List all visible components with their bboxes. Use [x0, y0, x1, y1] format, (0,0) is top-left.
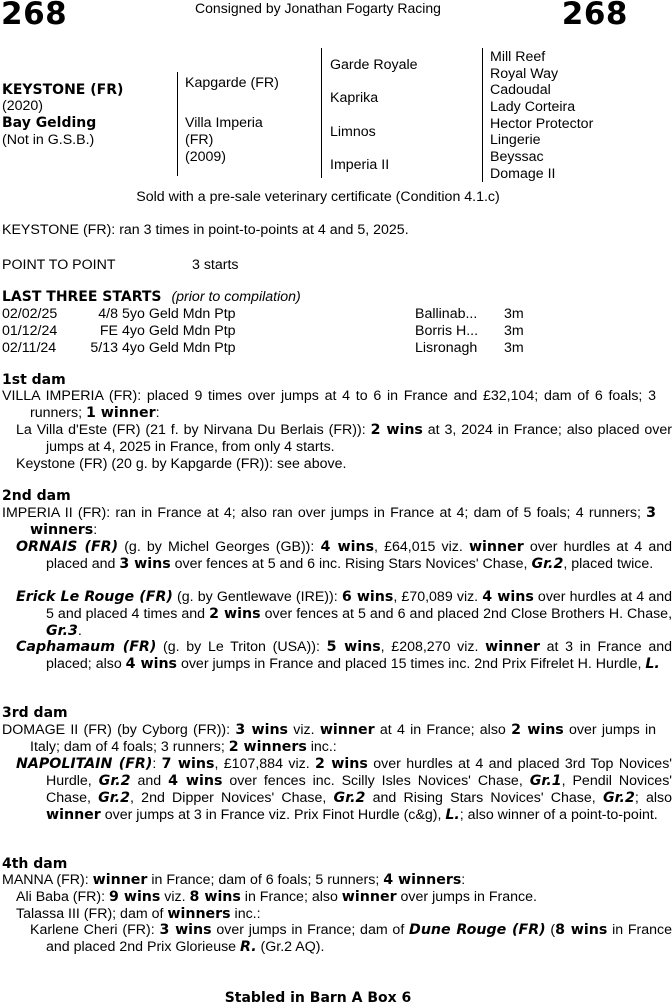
fourth-dam-main: MANNA (FR): winner in France; dam of 6 foals; 5 runners; 4 winners: — [2, 872, 466, 888]
fourth-dam-produce-1: Ali Baba (FR): 9 wins viz. 8 wins in France; also winner over jumps in France. — [16, 889, 537, 905]
pedigree-gen4-3: Cadoudal — [490, 82, 551, 98]
last-three-heading — [2, 289, 301, 305]
horse-year: (2020) — [2, 98, 44, 114]
pedigree-gen4-7: Beyssac — [490, 149, 544, 165]
ptp-label: POINT TO POINT — [2, 257, 116, 273]
horse-registration: (Not in G.S.B.) — [2, 132, 95, 148]
lot-number-right: 268 — [561, 0, 628, 32]
last-three-table — [2, 306, 524, 357]
fourth-dam-produce-2: Talassa III (FR); dam of winners inc.: — [16, 906, 261, 922]
pedigree-divider-2 — [321, 48, 322, 178]
pedigree-gen4-2: Royal Way — [490, 66, 559, 82]
table-row — [2, 323, 524, 340]
pedigree-gen3-3: Limnos — [330, 124, 376, 140]
third-dam-produce-1: NAPOLITAIN (FR): 7 wins, £107,884 viz. 2 wins over hurdles at 4 and placed 3rd Top Novices' Hurdle, Gr.2 and 4 wins over fences inc. Scilly Isles Novices' Chase, Gr.1, Pendil Novices' Chase, Gr.2, 2nd Dipper Novices' Chase, Gr.2 and Rising Stars Novices' Chase, Gr.2; also winner over jumps at 3 in France viz. Prix Finot Hurdle (c&g), L.; also winner of a point-to-point. — [16, 756, 672, 823]
pedigree-divider-1 — [177, 72, 178, 176]
run-date: 01/12/24 — [2, 323, 58, 339]
first-dam-heading: 1st dam — [2, 372, 66, 388]
pedigree-gen4-6: Lingerie — [490, 132, 541, 148]
run-distance: 3m — [504, 306, 524, 322]
third-dam-heading: 3rd dam — [2, 705, 68, 721]
run-venue: Borris H... — [415, 323, 479, 339]
pedigree-gen3-1: Garde Royale — [330, 57, 418, 73]
pedigree-gen4-1: Mill Reef — [490, 49, 546, 65]
first-dam-produce-1: La Villa d'Este (FR) (21 f. by Nirvana Du Berlais (FR)): 2 wins at 3, 2024 in France; also placed over jumps at 4, 2025 in France, from only 4 starts. — [16, 422, 672, 455]
last-three-title: LAST THREE STARTS — [2, 289, 162, 305]
second-dam-produce-1: ORNAIS (FR) (g. by Michel Georges (GB)): 4 wins, £64,015 viz. winner over hurdles at 4 and placed and 3 wins over fences at 5 and 6 inc. Rising Stars Novices' Chase, Gr.2, placed twice. — [16, 539, 672, 572]
last-three-note: (prior to compilation) — [171, 289, 301, 305]
run-position: 5/13 — [90, 340, 118, 356]
third-dam-main: DOMAGE II (FR) (by Cyborg (FR)): 3 wins viz. winner at 4 in France; also 2 wins over jumps in Italy; dam of 4 foals; 3 runners; 2 winners inc.: — [2, 722, 657, 755]
run-date: 02/02/25 — [2, 306, 58, 322]
pedigree-divider-3 — [482, 48, 483, 182]
run-distance: 3m — [504, 340, 524, 356]
pedigree-dam-line3: (2009) — [185, 149, 227, 165]
vet-note: Sold with a pre-sale veterinary certificate (Condition 4.1.c) — [136, 189, 500, 205]
fourth-dam-grandproduce: Karlene Cheri (FR): 3 wins over jumps in France; dam of Dune Rouge (FR) (8 wins in France and placed 2nd Prix Glorieuse R. (Gr.2 AQ). — [30, 922, 672, 955]
pedigree-dam-line2: (FR) — [185, 132, 214, 148]
run-race: 5yo Geld Mdn Ptp — [122, 306, 236, 322]
run-position: 4/8 — [98, 306, 118, 322]
table-row — [2, 306, 524, 323]
run-position: FE — [99, 323, 118, 339]
run-venue: Lisronagh — [415, 340, 478, 356]
horse-description: Bay Gelding — [2, 115, 97, 131]
run-distance: 3m — [504, 323, 524, 339]
pedigree-gen4-4: Lady Corteira — [490, 99, 576, 115]
run-date: 02/11/24 — [2, 340, 57, 356]
pedigree-sire: Kapgarde (FR) — [185, 75, 279, 91]
race-summary: KEYSTONE (FR): ran 3 times in point-to-points at 4 and 5, 2025. — [2, 222, 409, 238]
pedigree-gen4-5: Hector Protector — [490, 116, 594, 132]
second-dam-heading: 2nd dam — [2, 488, 71, 504]
consignor: Consigned by Jonathan Fogarty Racing — [195, 0, 441, 16]
horse-name: KEYSTONE (FR) — [2, 82, 124, 98]
lot-number-left: 268 — [1, 0, 68, 32]
run-venue: Ballinab... — [415, 306, 478, 322]
run-race: 4yo Geld Mdn Ptp — [122, 323, 236, 339]
run-race: 4yo Geld Mdn Ptp — [122, 340, 236, 356]
table-row — [2, 340, 524, 357]
pedigree-gen3-2: Kaprika — [330, 90, 379, 106]
pedigree-dam-line1: Villa Imperia — [185, 115, 263, 131]
first-dam-produce-2: Keystone (FR) (20 g. by Kapgarde (FR)): see above. — [16, 456, 347, 472]
fourth-dam-heading: 4th dam — [2, 856, 68, 872]
second-dam-produce-3: Caphamaum (FR) (g. by Le Triton (USA)): 5 wins, £208,270 viz. winner at 3 in France and placed; also 4 wins over jumps in France and placed 15 times inc. 2nd Prix Fifrelet H. Hurdle, L. — [16, 639, 672, 672]
ptp-starts: 3 starts — [192, 257, 239, 273]
pedigree-gen3-4: Imperia II — [330, 157, 390, 173]
pedigree-gen4-8: Domage II — [490, 166, 556, 182]
first-dam-main: VILLA IMPERIA (FR): placed 9 times over jumps at 4 to 6 in France and £32,104; dam of 6 foals; 3 runners; 1 winner: — [2, 388, 656, 421]
second-dam-produce-2: Erick Le Rouge (FR) (g. by Gentlewave (IRE)): 6 wins, £70,089 viz. 4 wins over hurdles at 4 and 5 and placed 4 times and 2 wins over fences at 5 and 6 and placed 2nd Close Brothers H. Chase, Gr.3. — [16, 589, 672, 639]
stabled-note: Stabled in Barn A Box 6 — [224, 990, 412, 1006]
second-dam-main: IMPERIA II (FR): ran in France at 4; also ran over jumps in France at 4; dam of 5 foals; 4 runners; 3 winners: — [2, 505, 656, 538]
